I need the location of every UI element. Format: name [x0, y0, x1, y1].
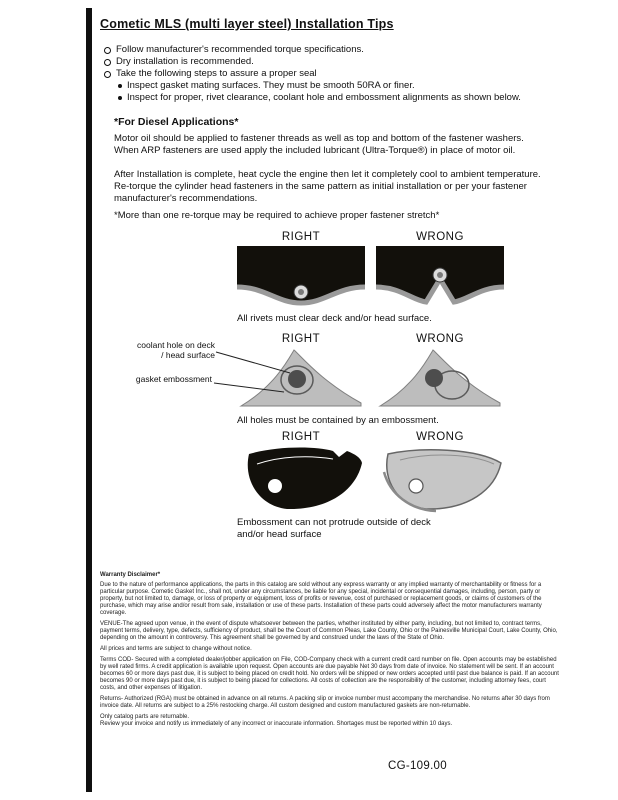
- diesel-paragraph-1: Motor oil should be applied to fastener threads as well as top and bottom of the fastener washers. When ARP fasteners are used apply the included lubricant (Ultra-Torque®) in place of motor oil.: [114, 133, 524, 156]
- warranty-paragraph: Terms COD- Secured with a completed dealer/jobber application on File, COD-Company check with a current credit card number on file. Open accounts may be established by well rated firms. A credit application is available upon request. Open accounts are due payable Net 30 days from date of invoice. No statement will be sent. If an account becomes 60 or more days past due, it is subject to being placed on credit hold. No orders will be shipped or new orders accepted until past due balance is paid. If an account becomes 90 or more days past due, it is subject to being placed for collections. All costs of collection are the responsibility of the customer, including attorney fees, court costs, and other expenses of litigation.: [100, 657, 559, 691]
- right-label: RIGHT: [281, 333, 321, 345]
- tip-text: Follow manufacturer's recommended torque specifications.: [116, 44, 364, 55]
- wrong-label: WRONG: [416, 333, 464, 345]
- page-title: Cometic MLS (multi layer steel) Installation Tips: [100, 17, 394, 31]
- list-item: [118, 80, 566, 92]
- warranty-paragraph: Review your invoice and notify us immediately of any incorrect or inaccurate information. Shortages must be reported within 10 days.: [100, 721, 453, 727]
- bullet-icon: [104, 59, 111, 66]
- warranty-paragraph: Only catalog parts are returnable.: [100, 714, 190, 720]
- warranty-paragraph: All prices and terms are subject to change without notice.: [100, 646, 252, 652]
- diagram-rivet-right-image: [237, 246, 365, 310]
- left-border-rule: [86, 8, 92, 792]
- diesel-paragraph-2: After Installation is complete, heat cycle the engine then let it completely cool to ambient temperature. Re-torque the cylinder head fasteners in the same pattern as initial installation or per your fastener manufacturer's recommendations.: [114, 169, 541, 204]
- sub-bullet-icon: [118, 84, 122, 88]
- list-item: [104, 56, 566, 68]
- diagram-hole-right-image: [237, 347, 365, 409]
- page-code: CG-109.00: [388, 760, 447, 772]
- tip-text: Inspect gasket mating surfaces. They must be smooth 50RA or finer.: [127, 80, 415, 91]
- diagram-embossment-right-image: [237, 446, 365, 514]
- coolant-hole-annotation: coolant hole on deck / head surface: [137, 340, 215, 360]
- tip-text: Inspect for proper, rivet clearance, coolant hole and embossment alignments as shown below.: [127, 92, 521, 103]
- warranty-paragraph: Due to the nature of performance applications, the parts in this catalog are sold without any express warranty or any implied warranty of merchantability or fitness for a particular purpose. Cometic Gasket Inc., shall not, under any circumstances, be liable for any special, incidental or consequential damages, including, person, party or property, but not limited to, damage, or loss of property or equipment, loss of profits or revenue, cost of purchased or replacement goods, or claims of customers of the purchase, which may arise and/or result from sale, installation or use of these parts. Installation of these parts could adversely affect the motor manufacturers warranty coverage.: [100, 582, 542, 616]
- tips-list: [104, 44, 566, 104]
- list-item: [118, 92, 566, 104]
- wrong-label: WRONG: [416, 231, 464, 243]
- warranty-paragraph: Returns- Authorized (RGA) must be obtained in advance on all returns. A packing slip or invoice number must accompany the merchandise. No returns after 30 days from invoice date. All returns are subject to a 25% restocking charge. All custom designed and custom manufactured gaskets are non-returnable.: [100, 696, 550, 709]
- right-label: RIGHT: [281, 231, 321, 243]
- list-item: [104, 44, 566, 56]
- list-item: [104, 68, 566, 80]
- tip-text: Take the following steps to assure a proper seal: [116, 68, 317, 79]
- diagram-caption: All holes must be contained by an embossment.: [237, 415, 439, 426]
- bullet-icon: [104, 47, 111, 54]
- diagram-hole-wrong-image: [376, 347, 504, 409]
- warranty-paragraph: VENUE-The agreed upon venue, in the event of dispute whatsoever between the parties, whether instituted by either party, including, but not limited to, contract terms, payment terms, delivery, type, defects, sufficiency of product, shall be the Court of Common Pleas, Lake County, Ohio or the Painesville Municipal Court, Lake County, Ohio, depending on the amount in controversy. This agreement shall be governed by and construed under the laws of the State of Ohio.: [100, 621, 558, 641]
- sub-bullet-icon: [118, 96, 122, 100]
- wrong-label: WRONG: [416, 431, 464, 443]
- diesel-applications-heading: *For Diesel Applications*: [114, 116, 239, 128]
- warranty-heading: Warranty Disclaimer*: [100, 572, 161, 578]
- right-label: RIGHT: [281, 431, 321, 443]
- diagram-caption: Embossment can not protrude outside of deck and/or head surface: [237, 517, 431, 540]
- bullet-icon: [104, 71, 111, 78]
- retorque-note: *More than one re-torque may be required to achieve proper fastener stretch*: [114, 210, 440, 221]
- diagram-rivet-wrong-image: [376, 246, 504, 310]
- warranty-disclaimer: [100, 572, 562, 732]
- diagram-embossment-wrong-image: [376, 446, 504, 514]
- gasket-embossment-annotation: gasket embossment: [135, 374, 212, 384]
- tip-text: Dry installation is recommended.: [116, 56, 254, 67]
- diagram-caption: All rivets must clear deck and/or head surface.: [237, 313, 432, 324]
